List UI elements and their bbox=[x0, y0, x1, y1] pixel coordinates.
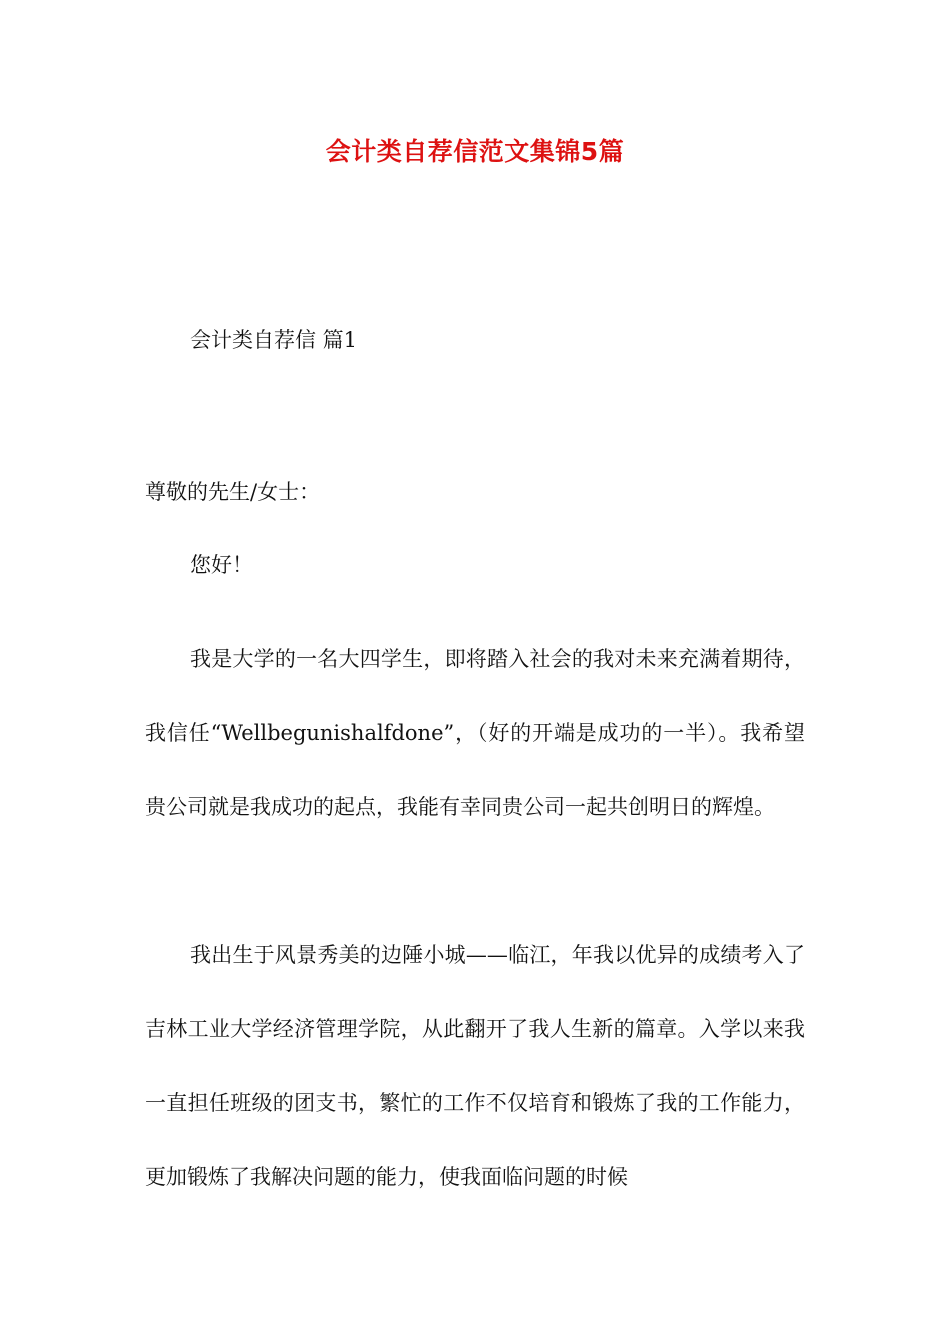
greeting: 您好！ bbox=[190, 553, 253, 577]
body-paragraph-1: 我是大学的一名大四学生，即将踏入社会的我对未来充满着期待，我信任“Wellbegunishalfdone”，（好的开端是成功的一半）。我希望贵公司就是我成功的起点，我能有幸同贵公司一起共创明日的辉煌。 bbox=[145, 647, 805, 819]
section-heading: 会计类自荐信 篇1 bbox=[190, 328, 358, 352]
document-title: 会计类自荐信范文集锦5篇 bbox=[325, 137, 625, 166]
salutation: 尊敬的先生/女士： bbox=[145, 480, 321, 504]
body-paragraph-2: 我出生于风景秀美的边陲小城——临江，年我以优异的成绩考入了吉林工业大学经济管理学院，从此翻开了我人生新的篇章。入学以来我一直担任班级的团支书，繁忙的工作不仅培育和锻炼了我的工作能力，更加锻炼了我解决问题的能力，使我面临问题的时候 bbox=[145, 943, 805, 1189]
